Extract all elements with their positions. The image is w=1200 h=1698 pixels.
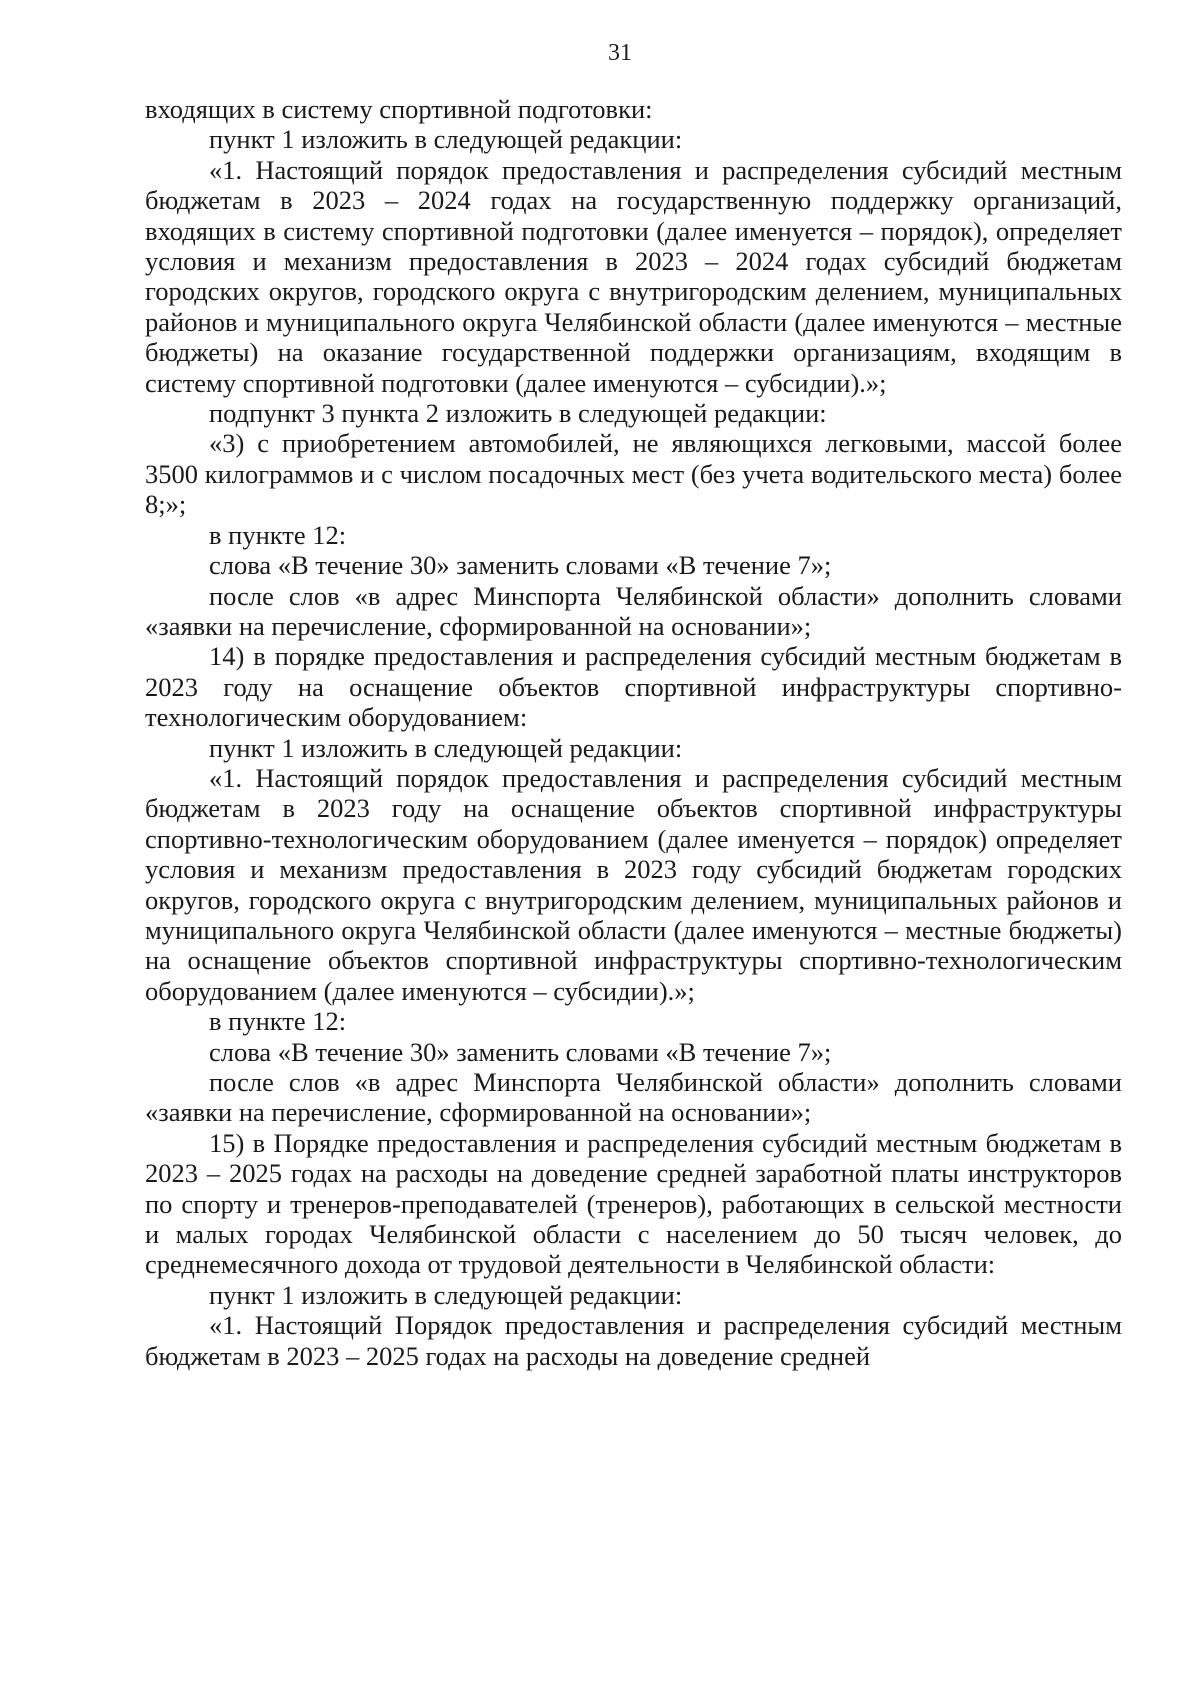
paragraph: подпункт 3 пункта 2 изложить в следующей редакции: (209, 398, 827, 429)
page-number: 31 (608, 40, 632, 66)
paragraph: «1. Настоящий порядок предоставления и распределения субсидий местным бюджетам в 2023 – 2024 годах на государственную поддержку организаций, входящих в систему спортивной подготовки (далее именуется – порядок), определяет условия и механизм предоставления в 2023 – 2024 годах субсидий бюджетам городских округов, городского округа с внутригородским делением, муниципальных районов и муниципального округа Челябинской области (далее именуются – местные бюджеты) на оказание государственной поддержки организациям, входящим в систему спортивной подготовки (далее именуются – субсидии).»; (145, 154, 1122, 398)
paragraph: пункт 1 изложить в следующей редакции: (209, 124, 683, 155)
paragraph: 15) в Порядке предоставления и распределения субсидий местным бюджетам в 2023 – 2025 годах на расходы на доведение средней заработной платы инструкторов по спорту и тренеров-преподавателей (тренеров), работающих в сельской местности и малых городах Челябинской области с населением до 50 тысяч человек, до среднемесячного дохода от трудовой деятельности в Челябинской области: (145, 1127, 1122, 1280)
paragraph: пункт 1 изложить в следующей редакции: (209, 732, 683, 763)
paragraph: слова «В течение 30» заменить словами «В течение 7»; (209, 1036, 832, 1067)
paragraph: после слов «в адрес Минспорта Челябинской области» дополнить словами «заявки на перечисление, сформированной на основании»; (145, 1067, 1122, 1128)
paragraph: пункт 1 изложить в следующей редакции: (209, 1279, 683, 1310)
paragraph: входящих в систему спортивной подготовки: (145, 94, 653, 124)
paragraph: после слов «в адрес Минспорта Челябинской области» дополнить словами «заявки на перечисление, сформированной на основании»; (145, 580, 1122, 641)
paragraph: «1. Настоящий порядок предоставления и распределения субсидий местным бюджетам в 2023 году на оснащение объектов спортивной инфраструктуры спортивно-технологическим оборудованием (далее именуется – порядок) определяет условия и механизм предоставления в 2023 году субсидий бюджетам городских округов, городского округа с внутригородским делением, муниципальных районов и муниципального округа Челябинской области (далее именуются – местные бюджеты) на оснащение объектов спортивной инфраструктуры спортивно-технологическим оборудованием (далее именуются – субсидии).»; (145, 762, 1122, 1006)
paragraph: «1. Настоящий Порядок предоставления и распределения субсидий местным бюджетам в 2023 – 2025 годах на расходы на доведение средней (145, 1310, 1122, 1371)
paragraph: в пункте 12: (209, 519, 347, 550)
document-body (145, 94, 1122, 1371)
paragraph: 14) в порядке предоставления и распределения субсидий местным бюджетам в 2023 году на оснащение объектов спортивной инфраструктуры спортивно-технологическим оборудованием: (145, 641, 1122, 733)
paragraph: «3) с приобретением автомобилей, не являющихся легковыми, массой более 3500 килограммов и с числом посадочных мест (без учета водительского места) более 8;»; (145, 428, 1122, 520)
paragraph: слова «В течение 30» заменить словами «В течение 7»; (209, 550, 832, 581)
paragraph: в пункте 12: (209, 1006, 347, 1037)
